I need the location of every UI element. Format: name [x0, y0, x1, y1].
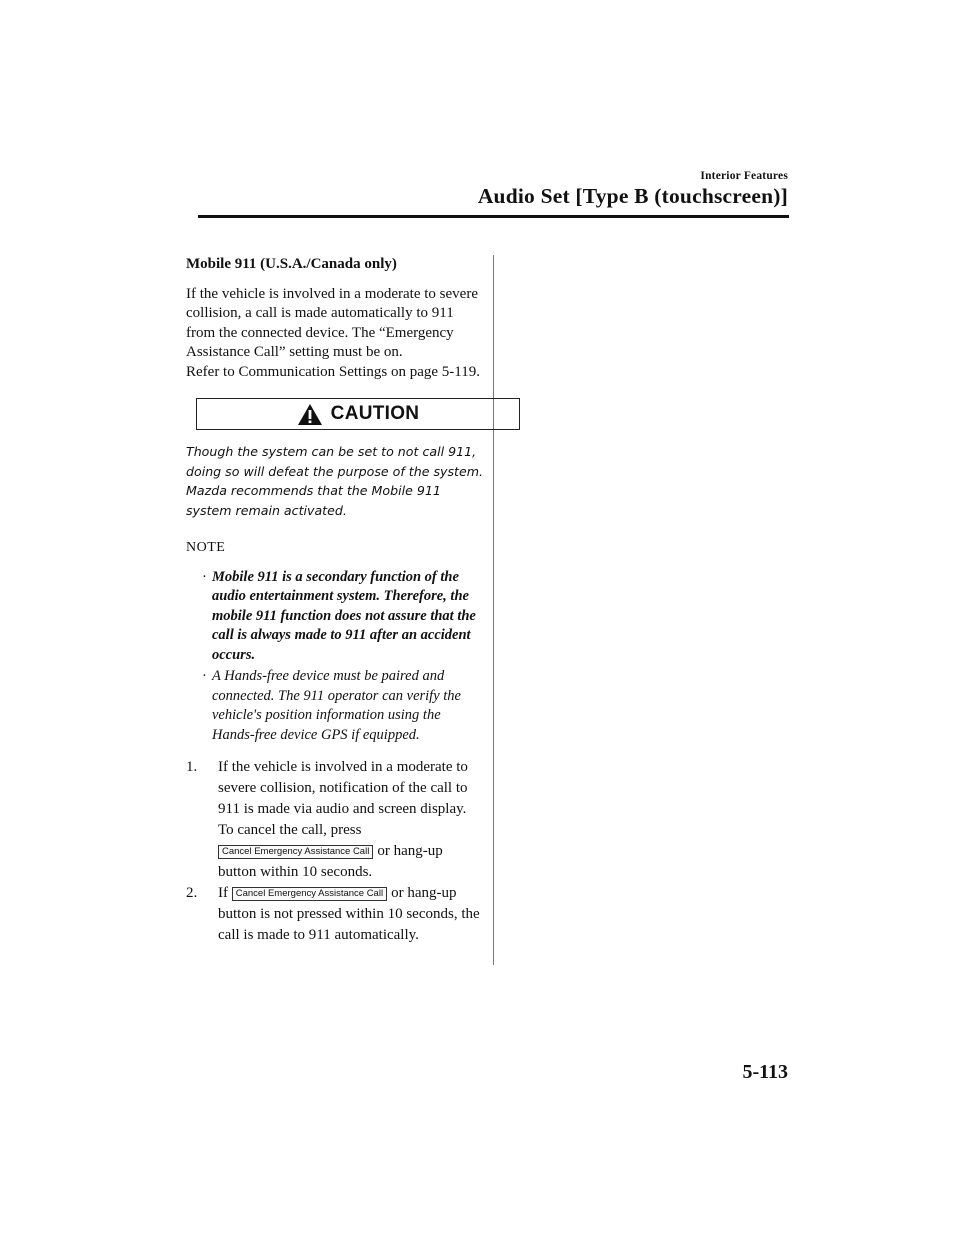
reference-paragraph: Refer to Communication Settings on page 5-119. [186, 363, 480, 380]
step-text: If the vehicle is involved in a moderate to severe collision, notification of the call to 911 is made via audio and screen display. To cancel the call, press [218, 759, 468, 838]
step-text: or hang-up button is not pressed within 10 seconds, the call is made to 911 automatically. [218, 885, 480, 943]
section-label: Interior Features [700, 170, 788, 182]
page-number: 5-113 [742, 1061, 788, 1083]
header-divider [198, 215, 789, 218]
bullet-icon: · [202, 668, 207, 684]
subheading: Mobile 911 (U.S.A./Canada only) [186, 256, 397, 272]
note-item [198, 667, 481, 745]
caution-banner [196, 398, 520, 430]
cancel-emergency-call-button[interactable]: Cancel Emergency Assistance Call [218, 845, 373, 859]
note-item [198, 568, 481, 666]
note-label: NOTE [186, 540, 226, 555]
cancel-emergency-call-button[interactable]: Cancel Emergency Assistance Call [232, 887, 387, 901]
step-text: or hang-up button within 10 seconds. [218, 843, 443, 880]
column-divider [493, 255, 494, 965]
bullet-icon: · [202, 568, 207, 585]
warning-icon [297, 403, 323, 426]
step-item [186, 883, 481, 946]
caution-label: CAUTION [330, 403, 420, 425]
caution-text: Though the system can be set to not call 911, doing so will defeat the purpose of the system. Mazda recommends that the Mobile 911 system remain activated. [186, 444, 484, 518]
intro-paragraph: If the vehicle is involved in a moderate to severe collision, a call is made automatically to 911 from the connected device. The “Emergency Assistance Call” setting must be on. [186, 285, 478, 360]
step-item [186, 757, 481, 883]
page-title: Audio Set [Type B (touchscreen)] [477, 184, 788, 208]
step-number: 2. [186, 885, 198, 901]
main-column [186, 255, 484, 946]
step-text: If [218, 885, 228, 901]
step-number: 1. [186, 759, 198, 775]
steps-list [186, 757, 481, 946]
note-item-text: Mobile 911 is a secondary function of the audio entertainment system. Therefore, the mobile 911 function does not assure that the call is always made to 911 after an accident occurs. [212, 568, 476, 663]
note-item-text: A Hands-free device must be paired and connected. The 911 operator can verify the vehicle's position information using the Hands-free device GPS if equipped. [212, 668, 461, 743]
